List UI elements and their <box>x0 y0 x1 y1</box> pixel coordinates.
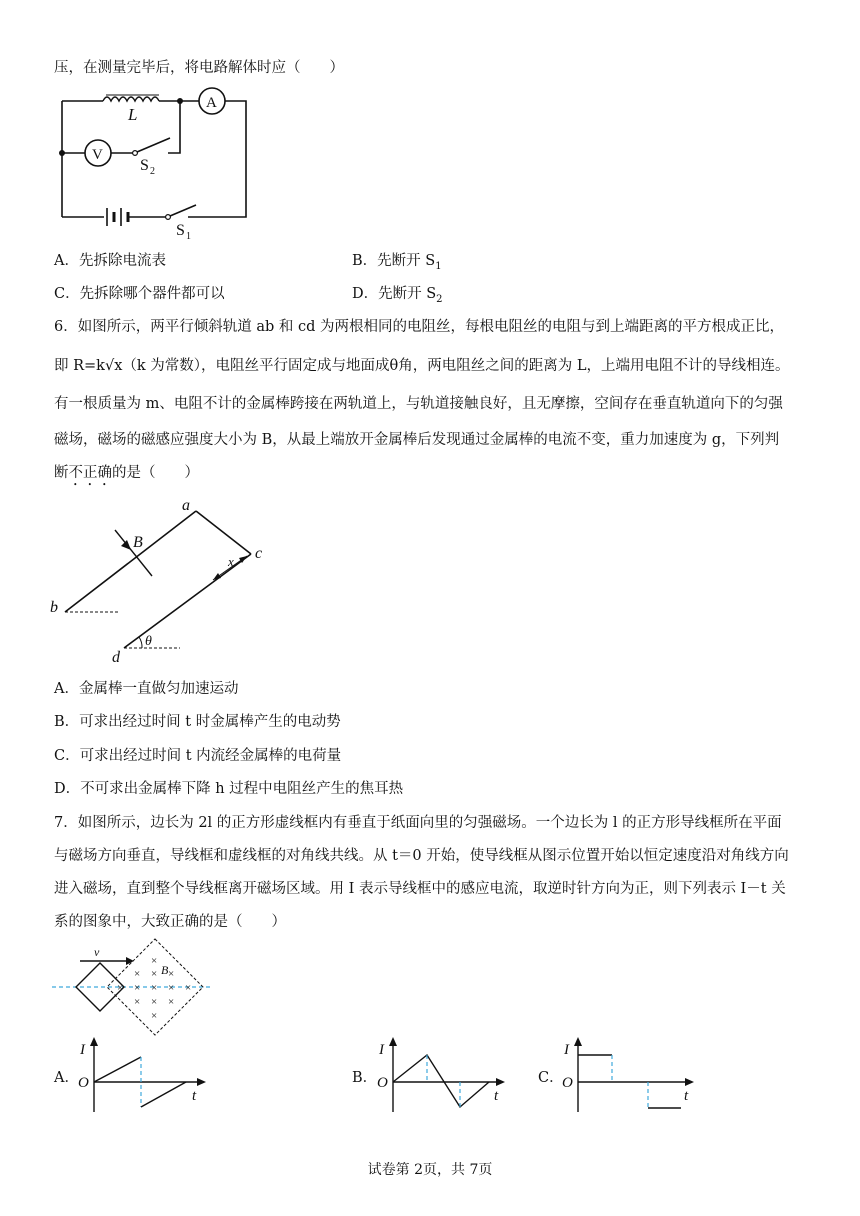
q7-stem-line2: 与磁场方向垂直，导线框和虚线框的对角线共线。从 t＝0 开始，使导线框从图示位置开始以恒定速度沿对角线方向 <box>54 848 789 864</box>
q5-option-c: C．先拆除哪个器件都可以 <box>54 286 225 302</box>
graph-a-t-label: t <box>192 1088 197 1104</box>
q6-stem-line4: 磁场，磁场的磁感应强度大小为 B，从最上端放开金属棒后发现通过金属棒的电流不变，重力加速度为 g，下列判 <box>54 432 780 448</box>
svg-text:×: × <box>151 1010 158 1022</box>
ammeter-label: A <box>206 95 217 111</box>
q6-option-b: B．可求出经过时间 t 时金属棒产生的电动势 <box>54 714 341 730</box>
field-b-label: B <box>161 963 169 977</box>
svg-text:×: × <box>185 982 192 994</box>
graph-c-i-label: I <box>564 1042 569 1058</box>
svg-text:×: × <box>151 996 158 1008</box>
graph-c-option-label: C． <box>538 1070 564 1086</box>
graph-a-option-label: A． <box>54 1070 79 1086</box>
velocity-label: v <box>94 945 100 959</box>
q6-stem-line3: 有一根质量为 m、电阻不计的金属棒跨接在两轨道上，与轨道接触良好，且无摩擦，空间存在垂直轨道向下的匀强 <box>54 396 783 412</box>
svg-text:×: × <box>117 982 124 994</box>
graph-b-origin-label: O <box>377 1075 388 1091</box>
graph-b-i-label: I <box>379 1042 384 1058</box>
q6-option-a: A．金属棒一直做匀加速运动 <box>54 681 239 697</box>
svg-text:×: × <box>151 968 158 980</box>
switch-s2-label: S <box>140 157 149 174</box>
switch-s2-sub: 2 <box>150 166 155 177</box>
graph-b-option-label: B． <box>352 1070 378 1086</box>
distance-x-label: x <box>228 554 234 569</box>
theta-label: θ <box>145 634 152 649</box>
q5-option-b: B．先断开 $S_1$ <box>352 253 442 272</box>
svg-text:×: × <box>151 982 158 994</box>
q5-option-a: A．先拆除电流表 <box>54 253 166 269</box>
point-a-label: a <box>182 497 190 514</box>
inductor-label: L <box>128 105 138 124</box>
svg-text:×: × <box>151 955 158 967</box>
q7-stem-line3: 进入磁场，直到整个导线框离开磁场区域。用 I 表示导线框中的感应电流，取逆时针方向为正，则下列表示 I－t 关 <box>54 881 786 897</box>
switch-s1-label: S <box>176 222 185 239</box>
svg-text:×: × <box>168 982 175 994</box>
graph-c-origin-label: O <box>562 1075 573 1091</box>
q5-option-d: D．先断开 $S_2$ <box>352 286 443 305</box>
svg-text:×: × <box>168 968 175 980</box>
svg-text:×: × <box>134 996 141 1008</box>
voltmeter-label: V <box>92 147 103 163</box>
svg-text:×: × <box>168 996 175 1008</box>
graph-c-t-label: t <box>684 1088 689 1104</box>
q6-stem-line1: 6．如图所示，两平行倾斜轨道 ab 和 cd 为两根相同的电阻丝，每根电阻丝的电阻与到上端距离的平方根成正比， <box>54 319 784 335</box>
q7-stem-line1: 7．如图所示，边长为 2l 的正方形虚线框内有垂直于纸面向里的匀强磁场。一个边长为 l 的正方形导线框所在平面 <box>54 815 782 831</box>
switch-s1-sub: 1 <box>186 231 191 242</box>
graph-b-t-label: t <box>494 1088 499 1104</box>
page-footer: 试卷第 2页，共 7页 <box>367 1162 493 1178</box>
q6-option-c: C．可求出经过时间 t 内流经金属棒的电荷量 <box>54 748 342 764</box>
q6-stem-line2: 即 R=k√x（k 为常数），电阻丝平行固定成与地面成θ角，两电阻丝之间的距离为 L，上端用电阻不计的导线相连。 <box>54 358 790 374</box>
svg-text:×: × <box>134 968 141 980</box>
point-c-label: c <box>255 545 263 562</box>
field-b-label: B <box>133 534 143 551</box>
point-d-label: d <box>112 649 120 666</box>
q5-stem-tail: 压，在测量完毕后，将电路解体时应（ ） <box>54 60 344 76</box>
q6-option-d: D．不可求出金属棒下降 h 过程中电阻丝产生的焦耳热 <box>54 781 404 797</box>
graph-a-i-label: I <box>80 1042 85 1058</box>
point-b-label: b <box>50 599 58 616</box>
graph-a-origin-label: O <box>78 1075 89 1091</box>
q7-stem-line4: 系的图象中，大致正确的是（ ） <box>54 914 286 930</box>
q6-stem-line5: 断不正确的是（ ） <box>54 465 199 481</box>
svg-text:×: × <box>134 982 141 994</box>
